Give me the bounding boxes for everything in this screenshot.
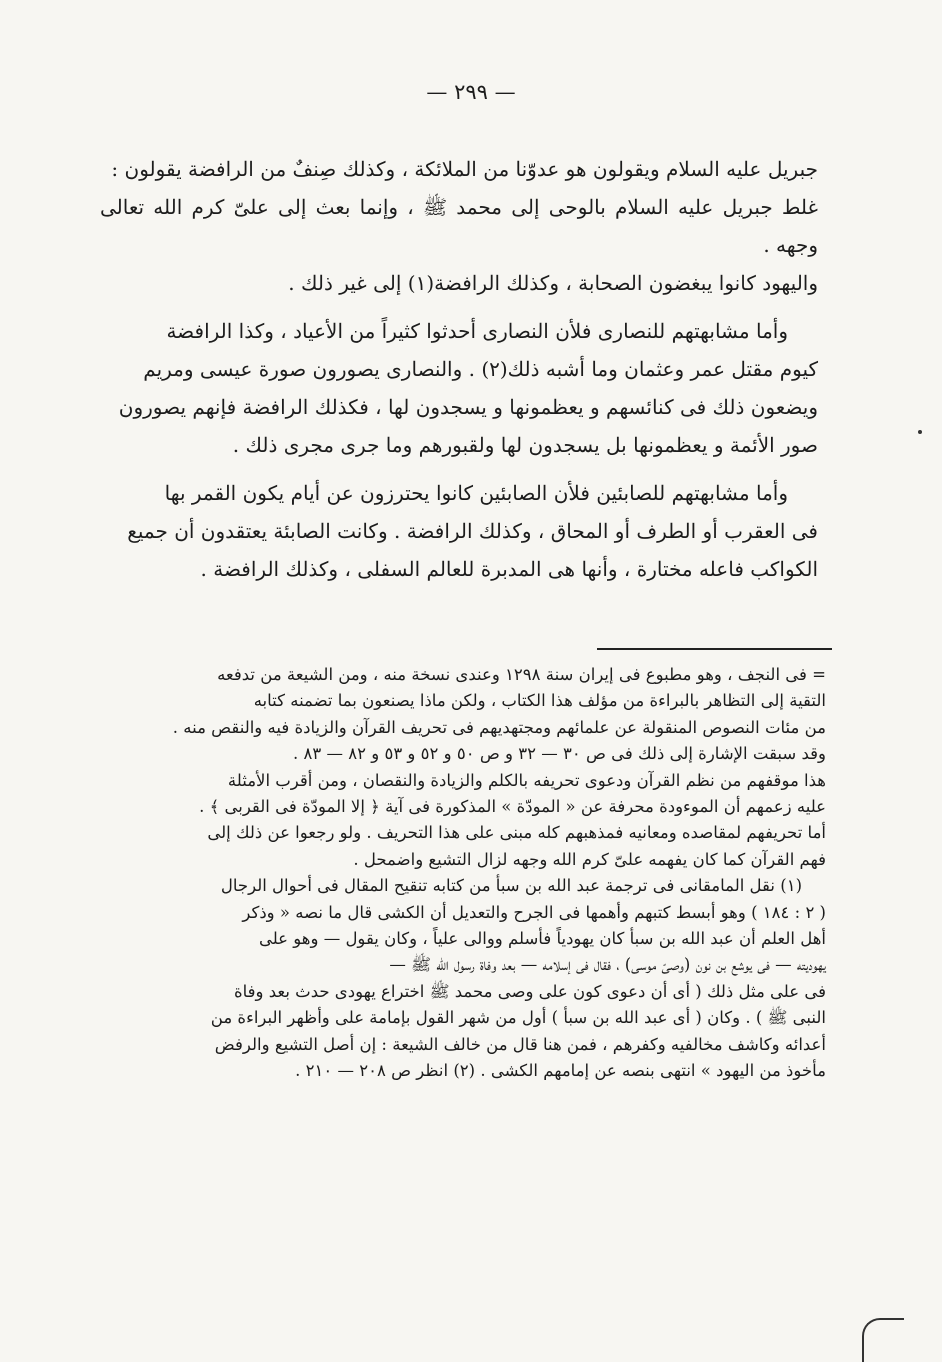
body-line: غلط جبريل عليه السلام بالوحى إلى محمد ﷺ ، وإنما بعث إلى علىّ كرم الله تعالى وجهه .	[100, 195, 818, 257]
footnote-line: أعدائه وكاشف مخالفيه وكفرهم ، فمن هنا قال من خالف الشيعة : إن أصل التشيع والرفض	[214, 1034, 826, 1054]
page-number: — ٢٩٩ —	[426, 80, 516, 104]
footnote-line: هذا موقفهم من نظم القرآن ودعوى تحريفه بالكلم والزيادة والنقصان ، ومن أقرب الأمثلة	[227, 770, 826, 790]
body-line: وأما مشابهتهم للصابئين فلأن الصابئين كانوا يحترزون عن أيام يكون القمر بها	[164, 481, 788, 505]
footnotes	[100, 662, 826, 1085]
body-line: ويضعون ذلك فى كنائسهم و يعظمونها و يسجدون لها ، فكذلك الرافضة فإنهم يصورون	[118, 395, 818, 419]
body-line: وأما مشابهتهم للنصارى فلأن النصارى أحدثوا كثيراً من الأعياد ، وكذا الرافضة	[166, 319, 788, 343]
body-line: الكواكب فاعله مختارة ، وأنها هى المدبرة للعالم السفلى ، وكذلك الرافضة .	[200, 557, 818, 581]
footnote-separator	[597, 648, 832, 650]
body-line: صور الأئمة و يعظمونها بل يسجدون لها ولقبورهم وما جرى مجرى ذلك .	[232, 433, 818, 457]
footnote-line: أهل العلم أن عبد الله بن سبأ كان يهودياً فأسلم ووالى علياً ، وكان يقول — وهو على	[258, 929, 826, 949]
footnote-line: فى على مثل ذلك ( أى أن دعوى كون على وصى محمد ﷺ اختراع يهودى حدث بعد وفاة	[233, 981, 826, 1001]
body-line: كيوم مقتل عمر وعثمان وما أشبه ذلك(٢) . والنصارى يصورون صورة عيسى ومريم	[143, 357, 818, 381]
body-line: جبريل عليه السلام ويقولون هو عدوّنا من الملائكة ، وكذلك صِنفٌ من الرافضة يقولون :	[111, 157, 818, 181]
body-line: فى العقرب أو الطرف أو المحاق ، وكذلك الرافضة . وكانت الصابئة يعتقدون أن جميع	[127, 519, 818, 543]
footnote-line: يهوديته — فى يوشع بن نون (وصىّ موسى) ، فقال فى إسلامه — بعد وفاة رسول الله ﷺ —	[389, 955, 826, 975]
footnote-line: التقية إلى التظاهر بالبراءة من مؤلف هذا الكتاب ، ولكن ماذا يصنعون بما تضمنه كتابه	[253, 691, 826, 711]
scan-corner-mark	[862, 1318, 904, 1362]
footnote-line: عليه زعمهم أن الموءودة محرفة عن « المودّة » المذكورة فى آية ﴿ إلا المودّة فى القربى ﴾ .	[199, 797, 826, 817]
margin-speck	[918, 430, 922, 434]
body-line: واليهود كانوا يبغضون الصحابة ، وكذلك الرافضة(١) إلى غير ذلك .	[288, 271, 818, 295]
footnote-line: = فى النجف ، وهو مطبوع فى إيران سنة ١٢٩٨ وعندى نسخة منه ، ومن الشيعة من تدفعه	[217, 665, 826, 684]
footnote-line: من مئات النصوص المنقولة عن علمائهم ومجتهديهم فى تحريف القرآن والزيادة فيه والنقص منه .	[172, 717, 826, 737]
footnote-line: النبى ﷺ ) . وكان ( أى عبد الله بن سبأ ) أول من شهر القول بإمامة على وأظهر البراءة من	[210, 1008, 826, 1028]
footnote-line: أما تحريفهم لمقاصده ومعانيه فمذهبهم كله مبنى على هذا التحريف . ولو رجعوا عن ذلك إلى	[207, 823, 826, 843]
footnote-line: ( ٢ : ١٨٤ ) وهو أبسط كتبهم وأهمها فى الجرح والتعديل أن الكشى قال ما نصه « وذكر	[242, 902, 826, 922]
footnote-line: (١) نقل المامقانى فى ترجمة عبد الله بن سبأ من كتابه تنقيح المقال فى أحوال الرجال	[220, 876, 802, 896]
footnote-line: وقد سبقت الإشارة إلى ذلك فى ص ٣٠ — ٣٢ و ص ٥٠ و ٥٢ و ٥٣ و ٨٢ — ٨٣ .	[293, 744, 826, 764]
main-body-text	[100, 150, 818, 588]
footnote-line: فهم القرآن كما كان يفهمه علىّ كرم الله وجهه لزال التشيع واضمحل .	[353, 849, 826, 869]
footnote-line: مأخوذ من اليهود » انتهى بنصه عن إمامهم الكشى . (٢) انظر ص ٢٠٨ — ٢١٠ .	[295, 1061, 826, 1081]
